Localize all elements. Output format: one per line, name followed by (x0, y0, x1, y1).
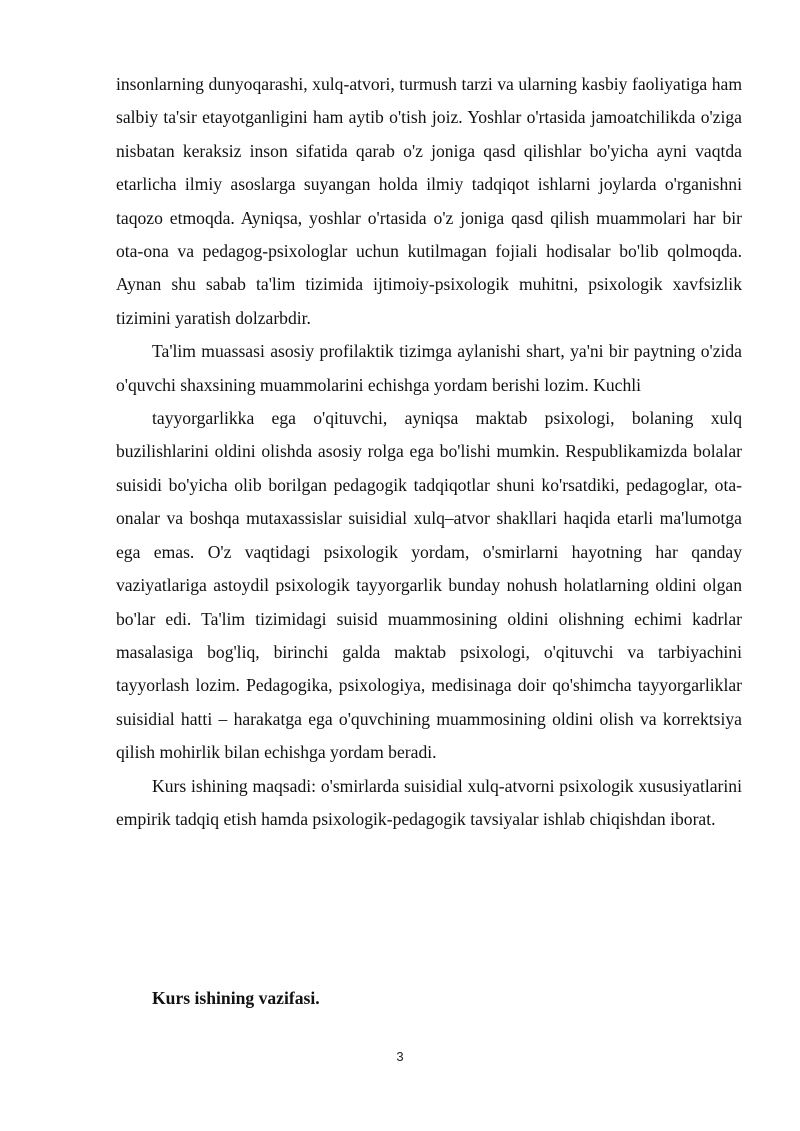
paragraph-3: tayyorgarlikka ega o'qituvchi, ayniqsa maktab psixologi, bolaning xulq buzilishlarini oldini olishda asosiy rolga ega bo'lishi mumkin. Respublikamizda bolalar suisidi bo'yicha olib borilgan pedagogik tadqiqotlar shuni ko'rsatdiki, pedagoglar, ota-onalar va boshqa mutaxassislar suisidial xulq–atvor shakllari haqida etarli ma'lumotga ega emas. O'z vaqtidagi psixologik yordam, o'smirlarni hayotning har qanday vaziyatlariga astoydil psixologik tayyorgarlik bunday nohush holatlarning oldini olgan bo'lar edi. Ta'lim tizimidagi suisid muammosining oldini olishning echimi kadrlar masalasiga bog'liq, birinchi galda maktab psixologi, o'qituvchi va tarbiyachini tayyorlash lozim. Pedagogika, psixologiya, medisinaga doir qo'shimcha tayyorgarliklar suisidial hatti – harakatga ega o'quvchining muammosining oldini olish va korrektsiya qilish mohirlik bilan echishga yordam beradi. (116, 408, 742, 763)
document-body (116, 68, 742, 836)
page-number: 3 (396, 1049, 404, 1064)
paragraph-2: Ta'lim muassasi asosiy profilaktik tizimga aylanishi shart, ya'ni bir paytning o'zida o'quvchi shaxsining muammolarini echishga yordam berishi lozim. Kuchli (116, 341, 742, 395)
paragraph-1: insonlarning dunyoqarashi, xulq-atvori, turmush tarzi va ularning kasbiy faoliyatiga ham salbiy ta'sir etayotganligini ham aytib o'tish joiz. Yoshlar o'rtasida jamoatchilikda o'ziga nisbatan keraksiz inson sifatida qarab o'z joniga qasd qilishlar bo'yicha ayni vaqtda etarlicha ilmiy asoslarga suyangan holda ilmiy tadqiqot ishlarni joylarda o'rganishni taqozo etmoqda. Ayniqsa, yoshlar o'rtasida o'z joniga qasd qilish muammolari har bir ota-ona va pedagog-psixologlar uchun kutilmagan fojiali hodisalar bo'lib qolmoqda. Aynan shu sabab ta'lim tizimida ijtimoiy-psixologik muhitni, psixologik xavfsizlik tizimini yaratish dolzarbdir. (116, 74, 742, 328)
paragraph-4: Kurs ishining maqsadi: o'smirlarda suisidial xulq-atvorni psixologik xususiyatlarini empirik tadqiq etish hamda psixologik-pedagogik tavsiyalar ishlab chiqishdan iborat. (116, 775, 742, 829)
section-heading: Kurs ishining vazifasi. (152, 988, 320, 1008)
